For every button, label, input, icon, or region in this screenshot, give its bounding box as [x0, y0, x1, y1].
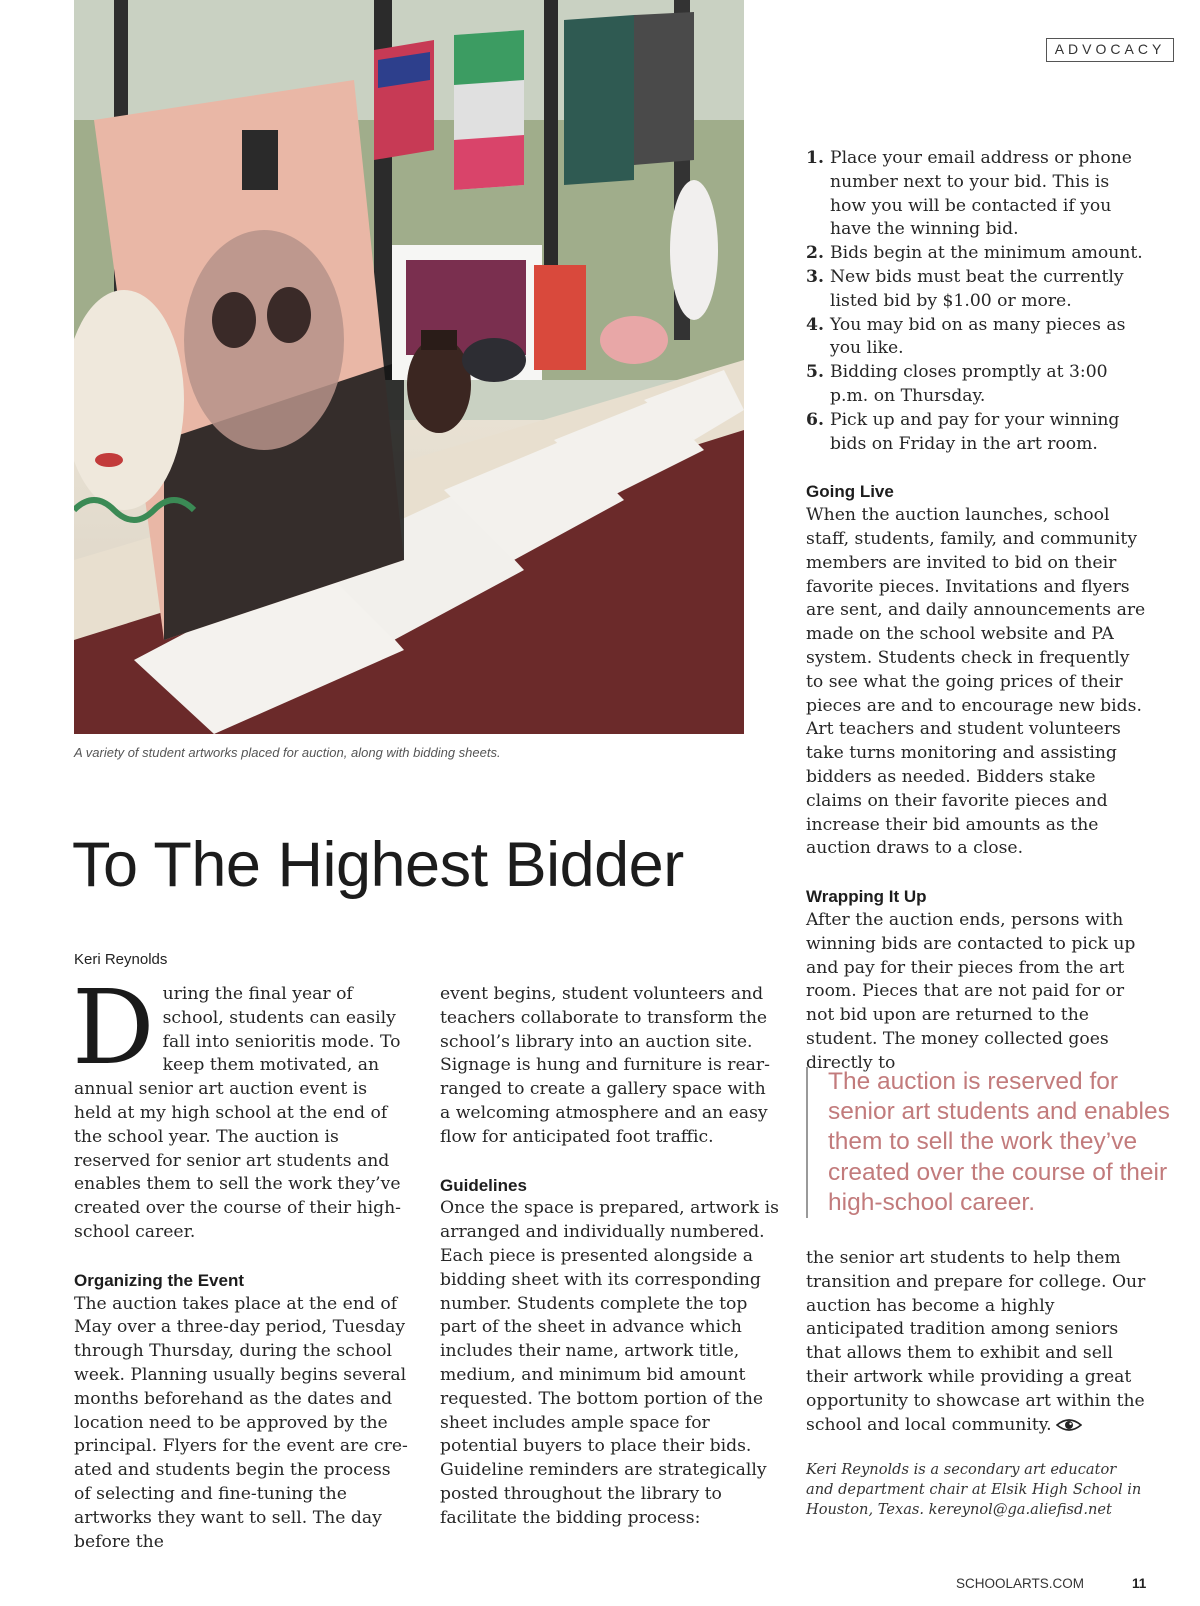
column-3	[806, 147, 1146, 1075]
list-text: Pick up and pay for your winning bids on Friday in the art room.	[830, 409, 1120, 454]
list-text: Bids begin at the minimum amount.	[830, 243, 1143, 264]
list-item	[806, 266, 1146, 314]
list-text: Place your email address or phone number next to your bid. This is how you will be contacted if you have the winning bid.	[830, 148, 1132, 240]
closing-paragraph	[806, 1247, 1146, 1439]
list-number: 5.	[806, 362, 824, 383]
list-number: 1.	[806, 148, 824, 168]
byline: Keri Reynolds	[74, 951, 168, 968]
list-text: Bidding closes promptly at 3:00 p.m. on Thursday.	[830, 362, 1108, 406]
guidelines-paragraph: Once the space is prepared, artwork is arranged and individually numbered. Each piece is presented alongside a bidding sheet with its corresponding number. Students complete the top part of the sheet in advance which includes their name, artwork title, medium, and minimum bid amount requested. The bottom portion of the sheet includes ample space for potential buyers to place their bids. Guideline reminders are strategically posted throughout the library to facilitate the bidding process:	[440, 1198, 779, 1528]
list-item	[806, 242, 1146, 266]
pull-quote: The auction is reserved for senior art students and enables them to sell the work they’ve created over the course of their high-school career.	[806, 1067, 1176, 1218]
list-item	[806, 409, 1146, 457]
column-3-continued	[806, 1247, 1146, 1439]
guideline-list	[806, 147, 1146, 456]
list-item	[806, 361, 1146, 409]
heading-organizing: Organizing the Event	[74, 1270, 245, 1290]
column-1	[72, 968, 409, 1554]
organizing-continued: event begins, student volunteers and teachers collaborate to transform the school’s library into an auction site. Signage is hung and furniture is rearranged to create a gallery space with a welcoming atmosphere and an easy flow for anticipated foot traffic.	[440, 984, 770, 1147]
footer-site-name: SCHOOLARTS.COM	[956, 1576, 1085, 1591]
list-number: 6.	[806, 409, 824, 430]
list-text: New bids must beat the currently listed bid by $1.00 or more.	[830, 266, 1124, 311]
closing-text: the senior art students to help them transition and prepare for college. Our auction has become a highly anticipated tradition among seniors that allows them to exhibit and sell their artwork while providing a great opportunity to showcase art within the school and local community.	[806, 1248, 1146, 1435]
eye-icon	[1056, 1416, 1082, 1440]
heading-going-live: Going Live	[806, 482, 894, 502]
auction-artworks-illustration	[74, 0, 744, 734]
intro-text: uring the final year of school, students can easily fall into senioritis mode. To keep them motivated, an annual senior art auction event is held at my high school at the end of the school year. The auction is reserved for senior art students and enables them to sell the work they’ve created over the course of their high-school career.	[74, 984, 401, 1242]
column-2	[440, 983, 780, 1531]
drop-cap: D	[72, 968, 155, 1088]
wrapping-paragraph: After the auction ends, persons with winning bids are contacted to pick up and pay for their pieces from the art room. Pieces that are not paid for or not bid upon are returned to the student. The money collected goes directly to	[806, 909, 1136, 1073]
section-tag: ADVOCACY	[1046, 38, 1174, 62]
article-photo	[74, 0, 744, 734]
photo-caption: A variety of student artworks placed for auction, along with bidding sheets.	[74, 745, 501, 760]
organizing-paragraph: The auction takes place at the end of May over a three-day period, Tuesday through Thursday, during the school week. Planning usually begins several months beforehand as the dates and location need to be approved by the principal. Flyers for the event are created and students begin the process of selecting and fine-tuning the artworks they want to sell. The day before the	[74, 1293, 408, 1552]
list-number: 2.	[806, 243, 824, 264]
heading-wrapping-up: Wrapping It Up	[806, 887, 927, 907]
list-item	[806, 147, 1146, 242]
article-title: To The Highest Bidder	[72, 830, 684, 900]
intro-paragraph	[72, 968, 409, 1245]
list-item	[806, 314, 1146, 362]
page-number: 11	[1132, 1576, 1147, 1591]
heading-guidelines: Guidelines	[440, 1175, 527, 1195]
list-number: 3.	[806, 266, 824, 287]
going-live-paragraph: When the auction launches, school staff, students, family, and community members are invited to bid on their favorite pieces. Invitations and flyers are sent, and daily announcements are made on the school website and PA system. Students check in frequently to see what the going prices of their pieces are and to encourage new bids. Art teachers and student volunteers take turns monitoring and assisting bidders as needed. Bidders stake claims on their favorite pieces and increase their bid amounts as the auction draws to a close.	[806, 505, 1146, 859]
author-bio: Keri Reynolds is a secondary art educator and department chair at Elsik High School in Houston, Texas. kereynol@ga.aliefisd.net	[806, 1461, 1142, 1518]
list-number: 4.	[806, 314, 824, 335]
list-text: You may bid on as many pieces as you like.	[830, 314, 1126, 359]
